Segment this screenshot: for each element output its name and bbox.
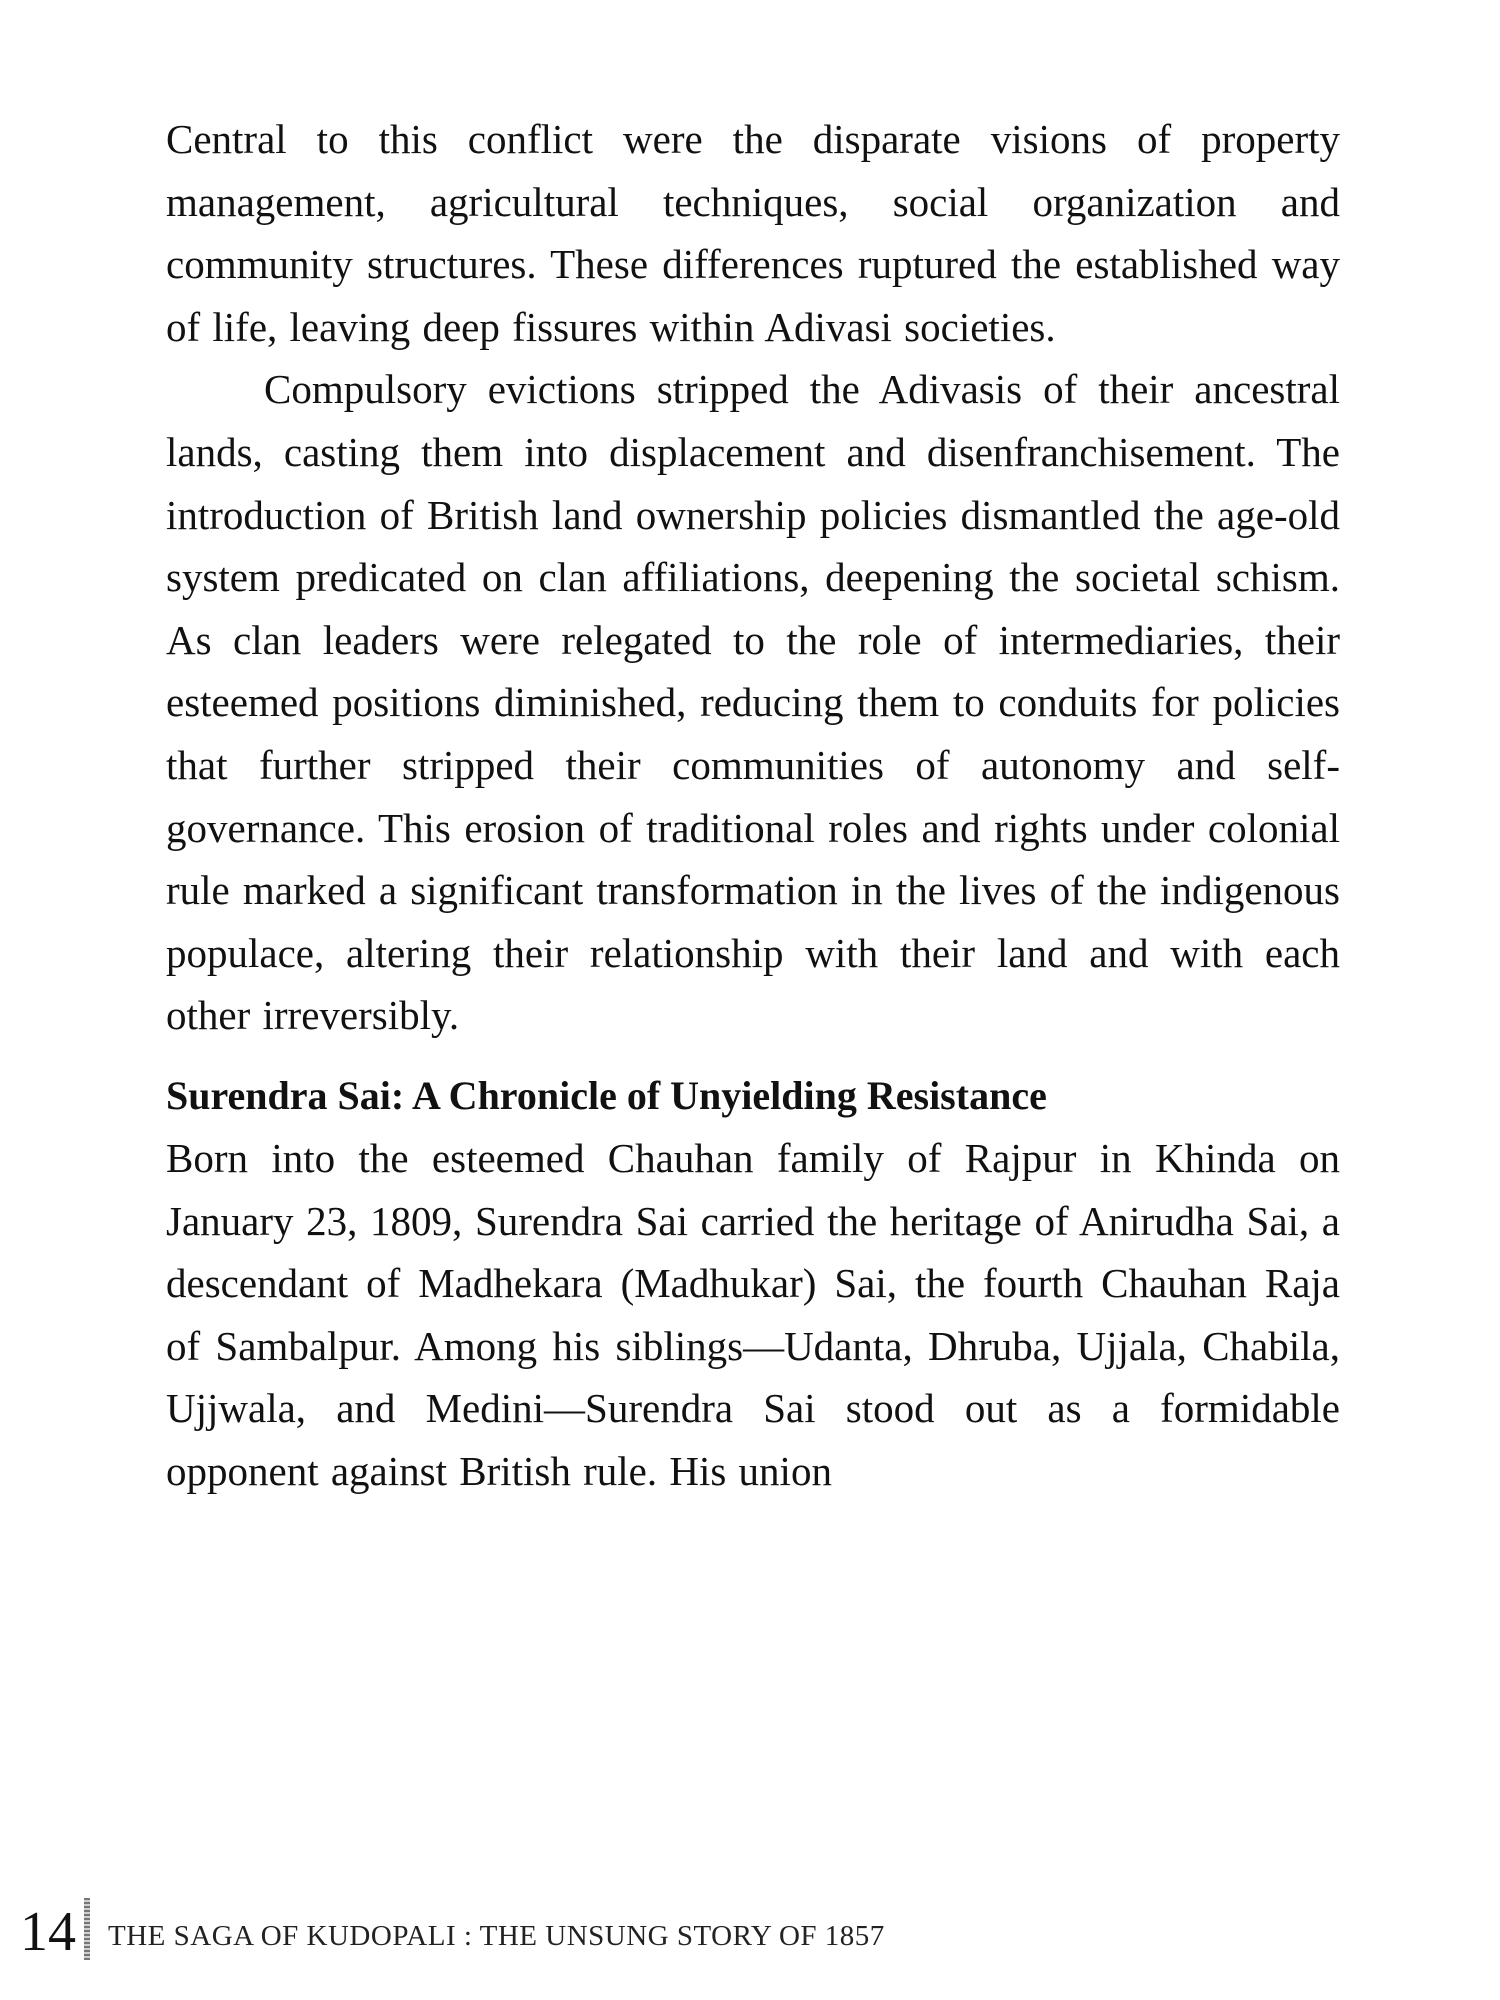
body-paragraph: Central to this conflict were the disparate visions of property management, agricultural techniques, social organization and community structures. These differences ruptured the established way of life, leaving deep fissures within Adivasi societies.	[166, 116, 1340, 350]
running-title: THE SAGA OF KUDOPALI : THE UNSUNG STORY OF 1857	[108, 1920, 885, 1952]
section-heading: Surendra Sai: A Chronicle of Unyielding Resistance	[166, 1072, 1047, 1118]
footer-divider	[84, 1898, 90, 1960]
body-paragraph: Compulsory evictions stripped the Adivasis of their ancestral lands, casting them into displacement and disenfranchisement. The introduction of British land ownership policies dismantled the age-old system predicated on clan affiliations, deepening the societal schism. As clan leaders were relegated to the role of intermediaries, their esteemed positions diminished, reducing them to conduits for policies that further stripped their communities of autonomy and self-governance. This erosion of traditional roles and rights under colonial rule marked a significant transformation in the lives of the indigenous populace, altering their relationship with their land and with each other irreversibly.	[166, 366, 1340, 1039]
page-body	[166, 108, 1340, 1502]
page-number: 14	[20, 1901, 76, 1963]
section-paragraph: Born into the esteemed Chauhan family of Rajpur in Khinda on January 23, 1809, Surendra Sai carried the heritage of Anirudha Sai, a descendant of Madhekara (Madhukar) Sai, the fourth Chauhan Raja of Sambalpur. Among his siblings—Udanta, Dhruba, Ujjala, Chabila, Ujjwala, and Medini—Surendra Sai stood out as a formidable opponent against British rule. His union	[166, 1134, 1340, 1494]
page-footer	[20, 1890, 1480, 1963]
